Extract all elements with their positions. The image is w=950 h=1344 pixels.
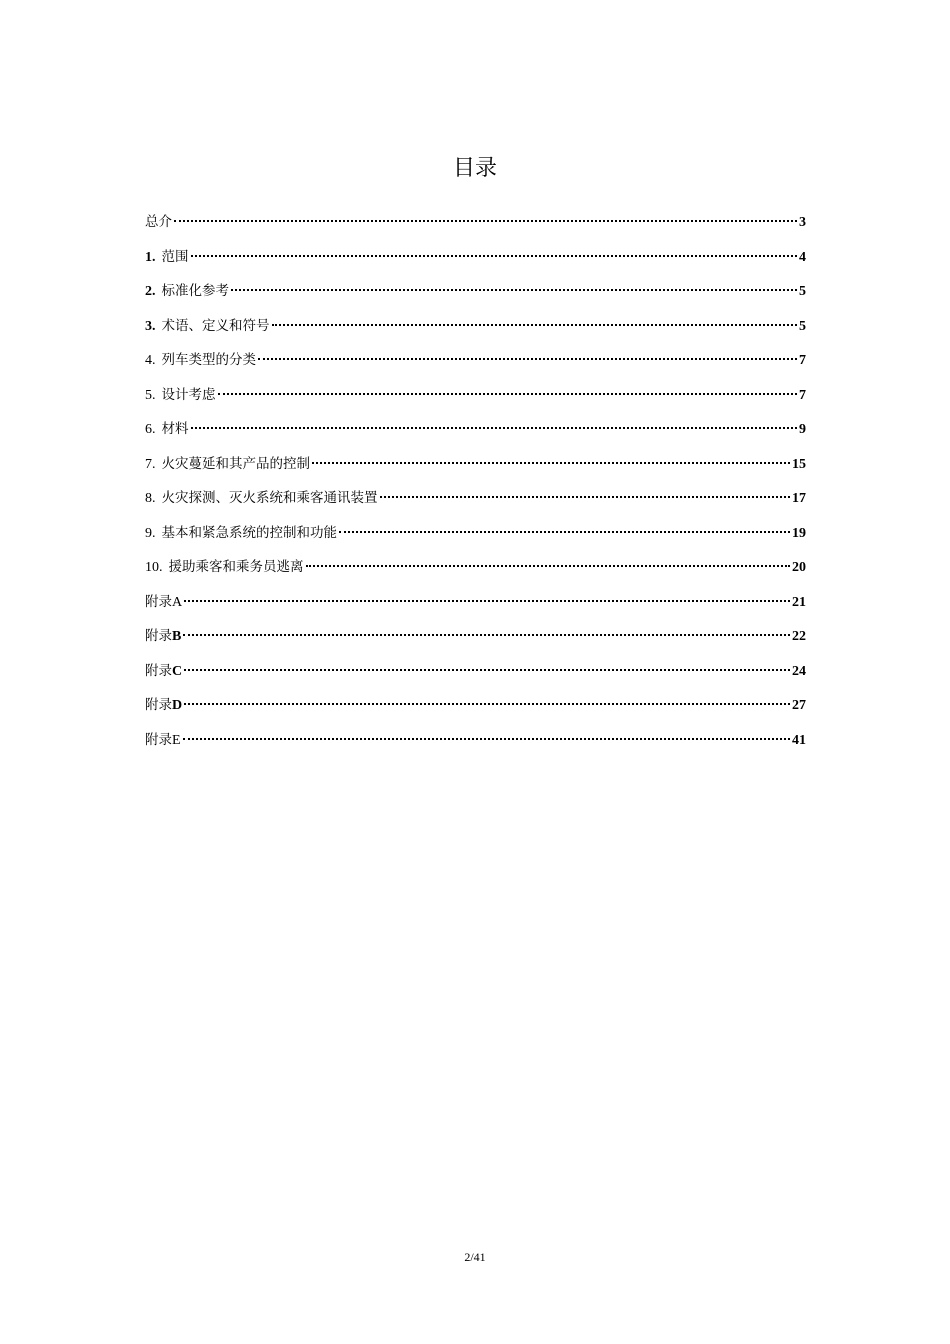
toc-entry-page: 15: [792, 456, 806, 472]
toc-entry-number: 10.: [145, 560, 163, 575]
toc-entry[interactable]: [145, 619, 806, 654]
toc-dot-leader: [218, 393, 798, 395]
toc-entry[interactable]: [145, 481, 806, 516]
toc-entry-number: 2.: [145, 284, 156, 299]
toc-entry-page: 9: [799, 422, 806, 437]
toc-entry-page: 19: [792, 525, 806, 541]
toc-entry-page: 17: [792, 491, 806, 506]
toc-entry-label: 设计考虑: [161, 386, 216, 403]
toc-entry[interactable]: [145, 585, 806, 620]
toc-entry-label: 范围: [161, 248, 189, 265]
toc-entry-label: 标准化参考: [161, 283, 229, 299]
toc-entry-label: 基本和紧急系统的控制和功能: [161, 524, 337, 541]
toc-entry-number: 6.: [145, 422, 156, 437]
toc-entry-number: 3.: [145, 318, 156, 334]
toc-entry-page: 7: [799, 387, 806, 403]
toc-entry-page: 5: [799, 284, 806, 299]
toc-entry-page: 7: [799, 353, 806, 368]
toc-entry-number: 5.: [145, 387, 156, 403]
toc-entry[interactable]: [145, 447, 806, 482]
toc-entry[interactable]: [145, 343, 806, 378]
toc-entry-number: 8.: [145, 491, 156, 506]
toc-entry-number: 9.: [145, 525, 156, 541]
toc-entry[interactable]: [145, 654, 806, 689]
toc-entry-page: 20: [792, 560, 806, 575]
toc-entry[interactable]: [145, 412, 806, 447]
toc-dot-leader: [184, 600, 790, 602]
toc-entry[interactable]: [145, 516, 806, 551]
toc-entry-label: 附录: [145, 731, 172, 748]
toc-entry-number: 1.: [145, 249, 156, 265]
toc-dot-leader: [339, 531, 790, 533]
toc-entry-label: 列车类型的分类: [161, 352, 256, 368]
toc-entry-label: 火灾探测、灭火系统和乘客通讯装置: [161, 490, 378, 506]
toc-dot-leader: [191, 427, 798, 429]
toc-dot-leader: [231, 289, 797, 291]
toc-entry-label: 援助乘客和乘务员逃离: [168, 559, 304, 575]
toc-entry[interactable]: [145, 550, 806, 585]
toc-dot-leader: [191, 255, 798, 257]
toc-entry-label: 附录: [145, 697, 172, 713]
toc-dot-leader: [272, 324, 798, 326]
toc-entry-label: 术语、定义和符号: [161, 317, 270, 334]
toc-entry[interactable]: [145, 309, 806, 344]
toc-entry-number: 7.: [145, 456, 156, 472]
toc-entry-suffix: A: [172, 594, 183, 610]
toc-list: [145, 205, 806, 757]
toc-dot-leader: [183, 634, 790, 636]
toc-entry-page: 27: [792, 698, 806, 713]
toc-entry-page: 5: [799, 318, 806, 334]
toc-entry-page: 3: [799, 215, 806, 230]
toc-entry-label: 材料: [161, 421, 189, 437]
toc-entry[interactable]: [145, 723, 806, 758]
toc-entry-suffix: D: [172, 698, 183, 713]
toc-entry-suffix: B: [172, 629, 182, 644]
toc-entry-number: 4.: [145, 353, 156, 368]
toc-dot-leader: [183, 738, 790, 740]
toc-dot-leader: [174, 220, 797, 222]
toc-dot-leader: [258, 358, 797, 360]
toc-entry-suffix: E: [172, 732, 181, 748]
toc-entry-page: 41: [792, 732, 806, 748]
toc-entry[interactable]: [145, 240, 806, 275]
toc-entry-suffix: C: [172, 663, 183, 679]
toc-dot-leader: [184, 669, 790, 671]
toc-entry[interactable]: [145, 205, 806, 240]
toc-entry[interactable]: [145, 378, 806, 413]
toc-dot-leader: [306, 565, 791, 567]
toc-dot-leader: [380, 496, 791, 498]
toc-entry-label: 火灾蔓延和其产品的控制: [161, 455, 310, 472]
toc-entry-page: 4: [799, 249, 806, 265]
toc-dot-leader: [312, 462, 790, 464]
toc-entry-page: 24: [792, 663, 806, 679]
toc-entry[interactable]: [145, 274, 806, 309]
page-number-footer: 2/41: [464, 1250, 486, 1264]
toc-entry[interactable]: [145, 688, 806, 723]
toc-dot-leader: [184, 703, 790, 705]
toc-entry-label: 附录: [145, 593, 172, 610]
toc-entry-label: 总介: [145, 214, 172, 230]
toc-entry-page: 22: [792, 629, 806, 644]
toc-entry-label: 附录: [145, 628, 172, 644]
toc-entry-label: 附录: [145, 662, 172, 679]
toc-entry-page: 21: [792, 594, 806, 610]
page-title: 目录: [452, 156, 497, 181]
